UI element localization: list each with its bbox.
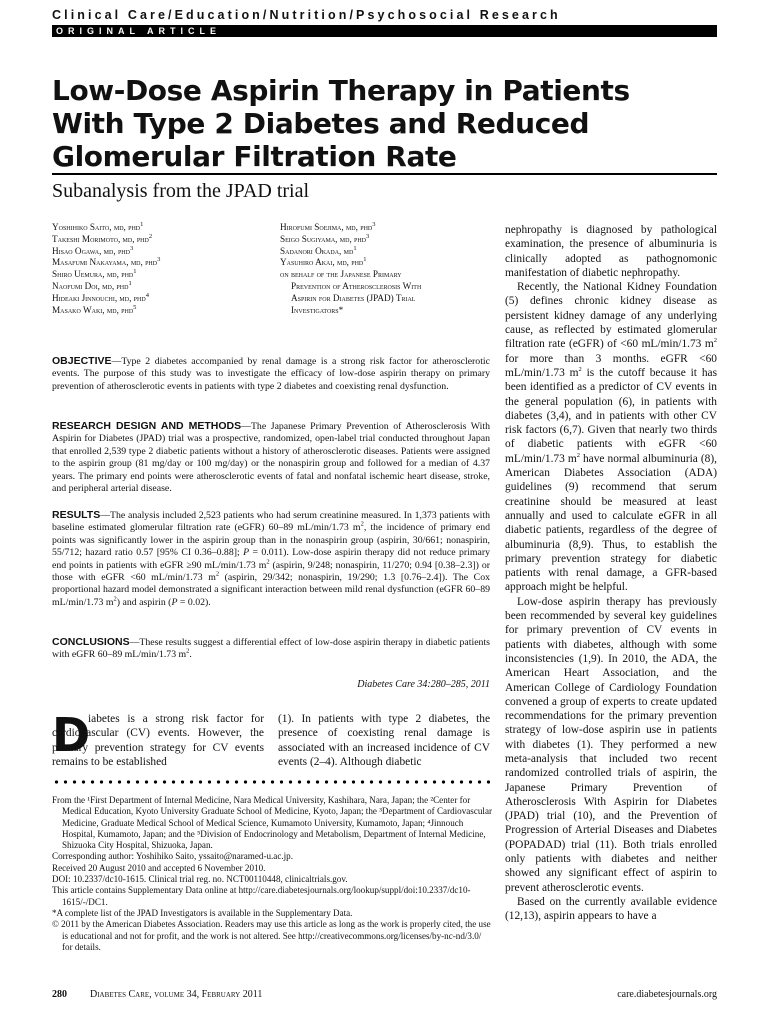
superscript: 2 [713,337,717,345]
author-text: Sadanori Okada, md [280,245,354,256]
body-column-2: (1). In patients with type 2 diabetes, the presence of coexisting renal damage is associated with an increased incidence of CV events (2–4). Although diabetic [278,713,490,768]
supplementary-note: This article contains Supplementary Data online at http://care.diabetesjournals.org/lookup/suppl/doi:10.2337/dc10-1615/-/DC1. [52,885,471,907]
author-text: Shiro Uemura, md, phd [52,269,134,280]
author-text: Seigo Sugiyama, md, phd [280,233,367,244]
author-name [280,234,421,246]
group-line: on behalf of the Japanese Primary [280,269,402,280]
body-text: is the cutoff because it has been identified as a predictor of CV events in the general population (6), in patients with diabetes (3,4), and in patients with other CV risk factors (6,7). Given that nearly two thirds of diabetic patients with eGFR <60 mL/min/1.73 m [505,366,717,465]
results-text: (aspirin, 9/248; nonaspirin, 11/270; 0.94 [0.38–2.3]) or those with eGFR <60 mL/min/1.73 m [52,559,490,584]
drop-cap: D [52,708,91,762]
author-text: Yasuhiro Akai, md, phd [280,257,364,268]
affiliation-marker: 3 [366,232,370,240]
author-name [52,234,160,246]
copyright-note: © 2011 by the American Diabetes Association. Readers may use this article as long as the work is properly cited, the use is educational and not for profit, and the work is not altered. See http://creativecommons.org/licenses/by-nc-nd/3.0/ for details. [52,919,491,952]
superscript: 2 [578,366,582,374]
received-date: Received 20 August 2010 and accepted 6 November 2010. [52,862,266,873]
methods-heading: RESEARCH DESIGN AND METHODS [52,420,242,432]
author-name [52,257,160,269]
superscript: 2 [186,648,190,656]
affiliation-marker: 3 [157,256,161,264]
affiliation-marker: 1 [353,244,357,252]
author-list-right [280,222,421,316]
results-text: , the incidence of primary end points was significantly lower in the aspirin group than in the nonaspirin group (aspirin, 30/661; nonaspirin, 55/712; hazard ratio 0.57 [95% CI 0.36–0.88]; [52,522,491,559]
body-column-1: iabetes is a strong risk factor for cardiovascular (CV) events. However, the primary prevention strategy for CV events remains to be established [52,713,264,768]
author-text: Hisao Ogawa, md, phd [52,245,130,256]
author-text: Takeshi Morimoto, md, phd [52,233,149,244]
title-line-1: Low-Dose Aspirin Therapy in Patients [52,74,630,107]
right-column [505,223,717,924]
author-text: Masafumi Nakayama, md, phd [52,257,158,268]
group-line: Investigators* [291,304,344,315]
results-heading: RESULTS [52,509,101,521]
body-text: Recently, the National Kidney Foundation (5) defines chronic kidney disease as persistent kidney damage of any underlying cause, as reflected by estimated glomerular filtration rate (eGFR) of <60 mL/min/1.73 m [505,281,717,351]
affiliations-block [52,795,492,953]
author-name [52,281,160,293]
affiliation-marker: 1 [128,279,132,287]
group-line: Aspirin for Diabetes (JPAD) Trial [291,292,416,303]
objective-heading: OBJECTIVE [52,355,112,367]
article-type-label: ORIGINAL ARTICLE [56,26,221,36]
conclusions-text: —These results suggest a differential effect of low-dose aspirin therapy in diabetic patients with eGFR 60–89 mL/min/1.73 m [52,637,490,661]
affiliation-marker: 1 [133,268,137,276]
results-text: —The analysis included 2,523 patients who had serum creatinine measured. In 1,373 patients with baseline estimated glomerular filtration rate (eGFR) 60–89 mL/min/1.73 m [52,510,490,534]
results-text: = 0.02). [177,596,211,608]
journal-url: care.diabetesjournals.org [617,989,717,1000]
body-text: have normal albuminuria (8), American Diabetes Association (ADA) guidelines (9) recommend that serum creatinine should be measured at least annually and used to calculate eGFR in all diabetic patients, regardless of the degree of albuminuria (8,9). Thus, to establish the primary prevention strategy for diabetic patients with renal damage, a GFR-based approach might be helpful. [505,452,718,594]
body-paragraph: Based on the currently available evidence (12,13), aspirin appears to have a [505,895,717,923]
corresponding-author: Corresponding author: Yoshihiko Saito, yssaito@naramed-u.ac.jp. [52,851,293,862]
title-line-2: With Type 2 Diabetes and Reduced [52,107,590,140]
author-text: Yoshihiko Saito, md, phd [52,222,141,232]
superscript: 2 [266,558,270,566]
author-name [52,305,160,317]
group-line: Prevention of Atherosclerosis With [291,280,422,291]
abstract-objective [52,355,490,393]
superscript: 2 [215,570,220,578]
author-text: Naofumi Doi, md, phd [52,280,129,291]
body-paragraph: Low-dose aspirin therapy has previously been recommended by several key guidelines for primary prevention of CV events in patients with diabetes, although with some inconsistencies (1,9). In 2010, the ADA, the American Heart Association, and the American College of Cardiology Foundation convened a group of experts to create updated recommendations for the primary prevention strategy of low-dose aspirin use in patients with diabetes (1). They performed a new meta-analysis that included two recent randomized controlled trials of aspirin, the Japanese Primary Prevention of Atherosclerosis With Aspirin for Diabetes (JPAD) trial (10), and the Prevention of Progression of Arterial Diseases and Diabetes (POPADAD) trial (11). Both trials enrolled only patients with diabetes and neither showed any significant effect of aspirin to prevent atherosclerotic events. [505,595,717,894]
author-name [52,293,160,305]
superscript: 2 [360,521,364,529]
author-text: Masako Waki, md, phd [52,304,134,315]
author-name [52,222,160,234]
section-label: Clinical Care/Education/Nutrition/Psychosocial Research [52,8,561,22]
abstract-conclusions [52,636,490,662]
journal-footer: Diabetes Care, volume 34, February 2011 [90,989,263,1000]
conclusions-heading: CONCLUSIONS [52,636,130,648]
author-name [280,246,421,258]
objective-text: —Type 2 diabetes accompanied by renal damage is a strong risk factor for atherosclerotic events. The purpose of this study was to investigate the efficacy of low-dose aspirin therapy on primary prevention of atherosclerotic events in patients with type 2 diabetes and coexisting renal dysfunction. [52,356,490,392]
conclusions-text: . [189,649,192,661]
author-text: Hideaki Jinnouchi, md, phd [52,292,146,303]
affiliation-marker: 3 [372,220,376,228]
results-text: ) and aspirin ( [116,596,172,608]
page-number: 280 [52,989,67,1000]
author-name [52,269,160,281]
superscript: 2 [576,451,580,459]
affiliation-marker: 2 [148,232,153,240]
author-list-left [52,222,160,316]
affiliation-marker: 1 [363,256,367,264]
title-rule [52,173,717,175]
affiliation-marker: 4 [145,291,149,299]
dotted-divider [52,779,490,785]
abstract-results [52,509,490,609]
affiliation-marker: 1 [140,220,144,228]
doi-line: DOI: 10.2337/dc10-1615. Clinical trial reg. no. NCT00110448, clinicaltrials.gov. [52,874,348,885]
body-paragraph: nephropathy is diagnosed by pathological examination, the presence of albuminuria is clinically adopted as pathognomonic manifestation of diabetic nephropathy. [505,224,717,279]
author-name [52,246,160,258]
investigators-note: *A complete list of the JPAD Investigators is available in the Supplementary Data. [52,907,353,918]
results-text: = 0.011). Low-dose aspirin therapy did not reduce primary end points in patients with eGFR ≥90 mL/min/1.73 m [52,547,490,571]
affiliation-line: From the ¹First Department of Internal Medicine, Nara Medical University, Kashihara, Nara, Japan; the ²Center for Medical Education, Kyoto University Graduate School of Medicine, Kyoto, Japan; the ³Department of Cardiovascular Medicine, Graduate Medical School of Medical Science, Kumamoto University, Kumamoto, Japan; ⁴Jinnouch Hospital, Kumamoto, Japan; and the ⁵Division of Endocrinology and Metabolism, Department of Internal Medicine, Shizuoka City Hospital, Shizuoka, Japan. [52,795,493,851]
methods-text: —The Japanese Primary Prevention of Atherosclerosis With Aspirin for Diabetes (JPAD) trial was a prospective, randomized, open-label trial conducted throughout Japan that enrolled 2,539 type 2 diabetic patients without a history of atherosclerotic diseases. Patients were assigned to the aspirin group (81 mg/day or 100 mg/day) or the nonaspirin group and followed for a median of 4.37 years. The primary end points were atherosclerotic events of fatal and nonfatal ischemic heart disease, stroke, and peripheral arterial disease. [52,421,490,495]
author-text: Hirofumi Soejima, md, phd [280,222,373,232]
author-name [280,257,421,269]
p-value-symbol: P [171,596,178,608]
author-name [280,222,421,234]
journal-citation: Diabetes Care 34:280–285, 2011 [357,679,490,690]
superscript: 2 [113,595,117,603]
affiliation-marker: 3 [129,244,134,252]
body-paragraph [505,280,717,595]
p-value-symbol: P [243,547,250,559]
article-subtitle: Subanalysis from the JPAD trial [52,180,310,202]
body-text: for more than 3 months. eGFR <60 mL/min/1.73 m [505,352,717,379]
affiliation-marker: 5 [133,303,137,311]
abstract-methods [52,420,490,495]
results-text: (aspirin, 29/342; nonaspirin, 19/290; 1.3 [0.76–2.4]). The Cox proportional hazard model demonstrated a significant interaction between mild renal dysfunction (eGFR 60–89 mL/min/1.73 m [52,572,490,608]
title-line-3: Glomerular Filtration Rate [52,140,457,173]
article-title [52,74,692,173]
